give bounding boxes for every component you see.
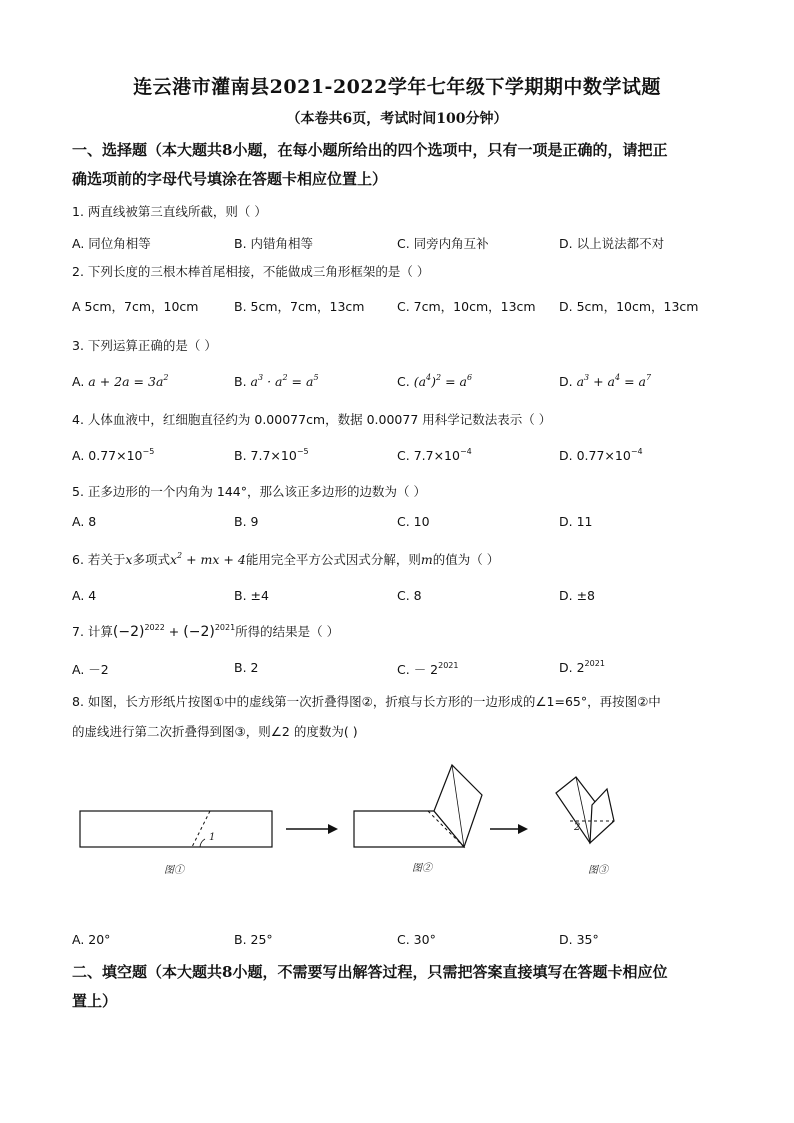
q4-option-b[interactable]	[234, 448, 309, 463]
figure-1-fold-line	[192, 811, 210, 847]
question-5-options	[72, 514, 732, 534]
q8-option-c[interactable]: C. 30°	[397, 932, 436, 947]
q3-option-a-expr: $a + 2a = 3a^2$	[88, 373, 169, 389]
q7-option-d-letter: D.	[559, 660, 573, 675]
question-1-options	[72, 234, 732, 254]
question-8-stem-line-2: 的虚线进行第二次折叠得到图③，则∠2 的度数为( )	[72, 724, 358, 739]
q4-option-d-expr: $0.77\times 10^{-4}$	[576, 447, 643, 463]
q7-option-d[interactable]	[559, 660, 605, 675]
section-2-line-2: 置上）	[72, 992, 118, 1010]
q4-option-b-expr: $7.7\times 10^{-5}$	[250, 447, 309, 463]
q4-option-a-letter: A.	[72, 448, 85, 463]
q3-option-b-expr: $a^3 \cdot a^2 = a^5$	[250, 373, 319, 389]
q6-option-c[interactable]: C. 8	[397, 588, 422, 603]
question-3-options	[72, 374, 732, 394]
figure-2-caption: 图②	[412, 863, 432, 874]
section-1-line-2: 确选项前的字母代号填涂在答题卡相应位置上）	[72, 170, 388, 188]
q5-option-c[interactable]: C. 10	[397, 514, 430, 529]
angle-2-label: 2	[574, 822, 581, 833]
question-4-options	[72, 448, 732, 468]
q4-option-a-expr: $0.77\times 10^{-5}$	[88, 447, 155, 463]
question-7-options	[72, 660, 732, 680]
q7-option-c-expr: － $2^{2021}$	[413, 661, 459, 677]
section-1-line-1: 一、选择题（本大题共8小题，在每小题所给出的四个选项中，只有一项是正确的，请把正	[72, 141, 668, 159]
figure-1-angle-arc	[200, 839, 205, 847]
question-2-options	[72, 297, 732, 317]
figure-3	[556, 777, 614, 876]
q4-option-a[interactable]	[72, 448, 154, 463]
section-2-heading	[72, 958, 722, 1016]
question-4-stem: 4. 人体血液中，红细胞直径约为 0.00077cm，数据 0.00077 用科学记数法表示（ ）	[72, 412, 552, 427]
q5-option-a[interactable]: A. 8	[72, 514, 97, 529]
q7-option-c-letter: C.	[397, 662, 410, 677]
q4-option-c[interactable]	[397, 448, 472, 463]
q3-option-c-letter: C.	[397, 374, 410, 389]
q2-option-b[interactable]: B. 5cm，7cm，13cm	[234, 299, 365, 314]
q7-option-c[interactable]	[397, 660, 458, 678]
question-8-options	[72, 932, 732, 952]
section-2-line-1: 二、填空题（本大题共8小题，不需要写出解答过程，只需把答案直接填写在答题卡相应位	[72, 963, 668, 981]
question-5-stem: 5. 正多边形的一个内角为 144°，那么该正多边形的边数为（ ）	[72, 484, 426, 499]
section-1-heading	[72, 136, 722, 194]
question-1-stem: 1. 两直线被第三直线所截，则（ ）	[72, 204, 267, 219]
q7-option-d-expr: $2^{2021}$	[576, 659, 605, 675]
page-subtitle: （本卷共6页，考试时间100分钟）	[286, 111, 508, 127]
q3-option-d[interactable]	[559, 374, 651, 389]
q1-option-d[interactable]: D. 以上说法都不对	[559, 236, 665, 251]
q2-option-c[interactable]: C. 7cm，10cm，13cm	[397, 299, 536, 314]
q8-option-a[interactable]: A. 20°	[72, 932, 111, 947]
q1-option-c[interactable]: C. 同旁内角互补	[397, 236, 489, 251]
q6-option-b[interactable]: B. ±4	[234, 588, 269, 603]
q3-option-a[interactable]	[72, 374, 169, 389]
q4-option-c-letter: C.	[397, 448, 410, 463]
q3-option-b-letter: B.	[234, 374, 247, 389]
question-6-stem: 6. 若关于x多项式$x^2$ + mx + 4能用完全平方公式因式分解，则m的值为（ ）	[72, 551, 500, 567]
figure-1-caption: 图①	[164, 865, 184, 876]
figure-3-right-flap	[590, 789, 614, 843]
question-3-stem: 3. 下列运算正确的是（ ）	[72, 338, 217, 353]
page-title: 连云港市灌南县2021-2022学年七年级下学期期中数学试题	[133, 76, 661, 98]
figure-3-caption: 图③	[588, 865, 608, 876]
figure-2	[354, 765, 482, 874]
q5-option-d[interactable]: D. 11	[559, 514, 593, 529]
q2-option-d[interactable]: D. 5cm，10cm，13cm	[559, 299, 699, 314]
q3-option-c-expr: $(a^4)^2 = a^6$	[413, 373, 473, 389]
q3-option-c[interactable]	[397, 374, 472, 389]
question-2-stem: 2. 下列长度的三根木棒首尾相接，不能做成三角形框架的是（ ）	[72, 264, 430, 279]
arrow-1-icon	[286, 824, 338, 834]
q8-option-b[interactable]: B. 25°	[234, 932, 273, 947]
q8-option-d[interactable]: D. 35°	[559, 932, 599, 947]
q4-option-b-letter: B.	[234, 448, 247, 463]
q3-option-b[interactable]	[234, 374, 319, 389]
question-6-options	[72, 588, 732, 608]
figure-1-rectangle	[80, 811, 272, 847]
q3-option-d-expr: $a^3 + a^4 = a^7$	[576, 373, 652, 389]
question-7-stem: 7. 计算$(-2)^{2022} + (-2)^{2021}$所得的结果是（ ）	[72, 623, 340, 640]
q7-option-b[interactable]: B. 2	[234, 660, 259, 675]
q7-option-a[interactable]: A. －2	[72, 662, 109, 677]
q4-option-d-letter: D.	[559, 448, 573, 463]
q4-option-c-expr: $7.7\times 10^{-4}$	[413, 447, 472, 463]
question-8-stem-line-1: 8. 如图，长方形纸片按图①中的虚线第一次折叠得图②，折痕与长方形的一边形成的∠1=65°，再按图②中	[72, 694, 661, 709]
q6-option-d[interactable]: D. ±8	[559, 588, 595, 603]
folding-figure	[72, 755, 652, 885]
figure-1	[80, 811, 272, 876]
angle-1-label: 1	[209, 832, 216, 843]
q5-option-b[interactable]: B. 9	[234, 514, 259, 529]
q1-option-b[interactable]: B. 内错角相等	[234, 236, 314, 251]
q1-option-a[interactable]: A. 同位角相等	[72, 236, 151, 251]
q6-option-a[interactable]: A. 4	[72, 588, 97, 603]
q4-option-d[interactable]	[559, 448, 643, 463]
q3-option-d-letter: D.	[559, 374, 573, 389]
arrow-2-icon	[490, 824, 528, 834]
q3-option-a-letter: A.	[72, 374, 85, 389]
q2-option-a[interactable]: A 5cm，7cm，10cm	[72, 299, 199, 314]
